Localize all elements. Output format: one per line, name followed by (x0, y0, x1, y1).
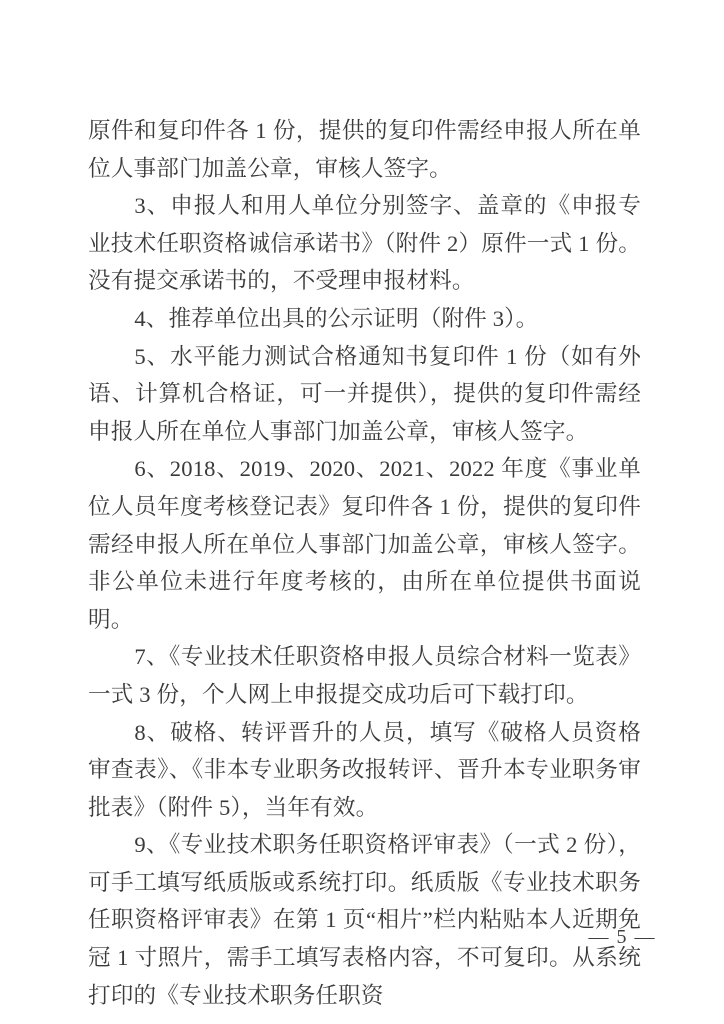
page-number: — 5 — (588, 926, 656, 948)
list-item-4: 4、推荐单位出具的公示证明（附件 3）。 (134, 305, 539, 331)
list-item-5: 5、水平能力测试合格通知书复印件 1 份（如有外语、计算机合格证，可一并提供），提供的复印件需经申报人所在单位人事部门加盖公章，审核人签字。 (88, 343, 641, 444)
list-item-7: 7、《专业技术任职资格申报人员综合材料一览表》一式 3 份，个人网上申报提交成功后可下载打印。 (88, 644, 641, 707)
list-item-9: 9、《专业技术职务任职资格评审表》（一式 2 份），可手工填写纸质版或系统打印。纸质版《专业技术职务任职资格评审表》在第 1 页“相片”栏内粘贴本人近期免冠 1 寸照片，需手工填写表格内容，不可复印。从系统打印的《专业技术职务任职资 (88, 832, 641, 1008)
list-item-3: 3、申报人和用人单位分别签字、盖章的《申报专业技术任职资格诚信承诺书》（附件 2）原件一式 1 份。没有提交承诺书的，不受理申报材料。 (88, 193, 641, 294)
paragraph-continuation: 原件和复印件各 1 份，提供的复印件需经申报人所在单位人事部门加盖公章，审核人签字。 (88, 118, 641, 181)
list-item-8: 8、破格、转评晋升的人员，填写《破格人员资格审查表》、《非本专业职务改报转评、晋升本专业职务审批表》（附件 5），当年有效。 (88, 719, 641, 820)
document-body (88, 112, 641, 1014)
list-item-6: 6、2018、2019、2020、2021、2022 年度《事业单位人员年度考核登记表》复印件各 1 份，提供的复印件需经申报人所在单位人事部门加盖公章，审核人签字。非公单位未进行年度考核的，由所在单位提供书面说明。 (88, 456, 641, 632)
